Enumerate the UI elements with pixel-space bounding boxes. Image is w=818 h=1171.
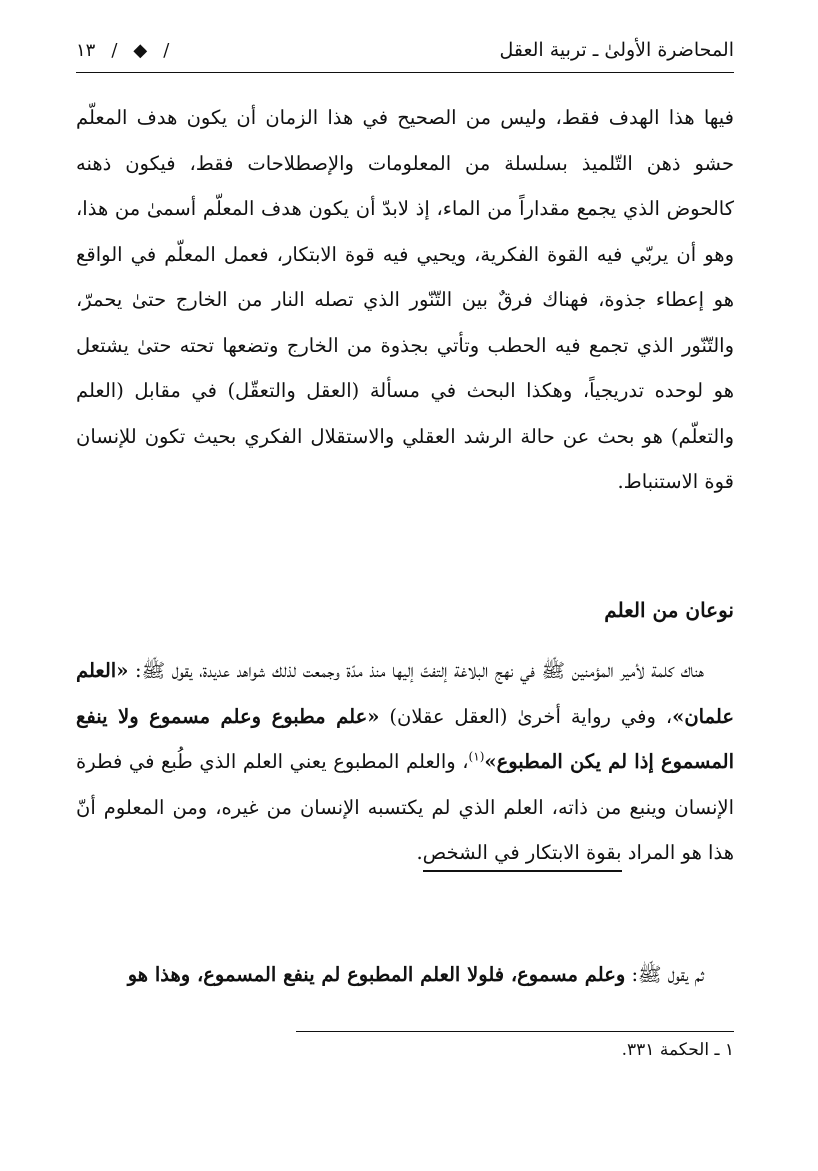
bold-quote: وعلم مسموع، فلولا العلم المطبوع لم ينفع المسموع، وهذا هو bbox=[127, 963, 626, 986]
header-divider bbox=[76, 72, 734, 73]
underlined-phrase: بقوة الابتكار في الشخص bbox=[423, 841, 622, 872]
section-heading: نوعان من العلم bbox=[604, 598, 734, 622]
running-header bbox=[76, 30, 734, 70]
bold-quote: «علم مطبوع وعلم مسموع ولا ينفع المسموع إذا لم يكن المطبوع» bbox=[76, 704, 734, 773]
page-number: ١٣ bbox=[76, 39, 96, 61]
text-segment: . bbox=[416, 841, 423, 864]
footnote-divider bbox=[296, 1031, 734, 1032]
page-marker bbox=[76, 40, 169, 61]
text-segment: هناك كلمة لأمير المؤمنين ﷺ في نهج البلاغة إلتفتّ إليها منذ مدّة وجمعت لذلك شواهد عديدة، يقول ﷺ: bbox=[128, 659, 704, 682]
separator-slash: / bbox=[163, 39, 170, 61]
footnote-reference[interactable]: (١) bbox=[468, 749, 485, 764]
paragraph-two-types bbox=[76, 648, 734, 876]
text-segment: ، والعلم المطبوع يعني العلم الذي طُبع في فطرة الإنسان وينبع من ذاته، العلم الذي لم يكتسبه الإنسان من غيره، ومن المعلوم أنّ هذا هو المراد bbox=[76, 750, 734, 864]
paragraph-intro bbox=[76, 95, 734, 505]
paragraph-continuation bbox=[76, 952, 734, 998]
bold-quote: «العلم علمان» bbox=[76, 659, 734, 728]
chapter-title: المحاضرة الأولىٰ ـ تربية العقل bbox=[499, 39, 734, 61]
text-segment: ثم يقول ﷺ: bbox=[625, 963, 704, 986]
text-segment: ، وفي رواية أخرىٰ (العقل عقلان) bbox=[379, 704, 673, 728]
paragraph-text: فيها هذا الهدف فقط، وليس من الصحيح في هذا الزمان أن يكون هدف المعلّم حشو ذهن التّلميذ بسلسلة من المعلومات والإصطلاحات فقط، فيكون ذهنه كالحوض الذي يجمع مقداراً من الماء، إذ لابدّ أن يكون هدف المعلّم أسمىٰ من هذا، وهو أن يربّي فيه القوة الفكرية، ويحيي فيه قوة الابتكار، فعمل المعلّم في الواقع هو إعطاء جذوة، فهناك فرقٌ بين التّنّور الذي تصله النار من الخارج حتىٰ يحمرّ، والتّنّور الذي تجمع فيه الحطب وتأتي بجذوة من الخارج وتضعها تحته حتىٰ يشتعل هو لوحده تدريجياً، وهكذا البحث في مسألة (العقل والتعقّل) في مقابل (العلم والتعلّم) هو بحث عن حالة الرشد العقلي والاستقلال الفكري بحيث تكون للإنسان قوة الاستنباط. bbox=[76, 106, 734, 493]
diamond-ornament-icon: ◆ bbox=[133, 39, 148, 61]
separator-slash: / bbox=[111, 39, 118, 61]
footnote: ١ ـ الحكمة ٣٣١. bbox=[621, 1040, 734, 1060]
